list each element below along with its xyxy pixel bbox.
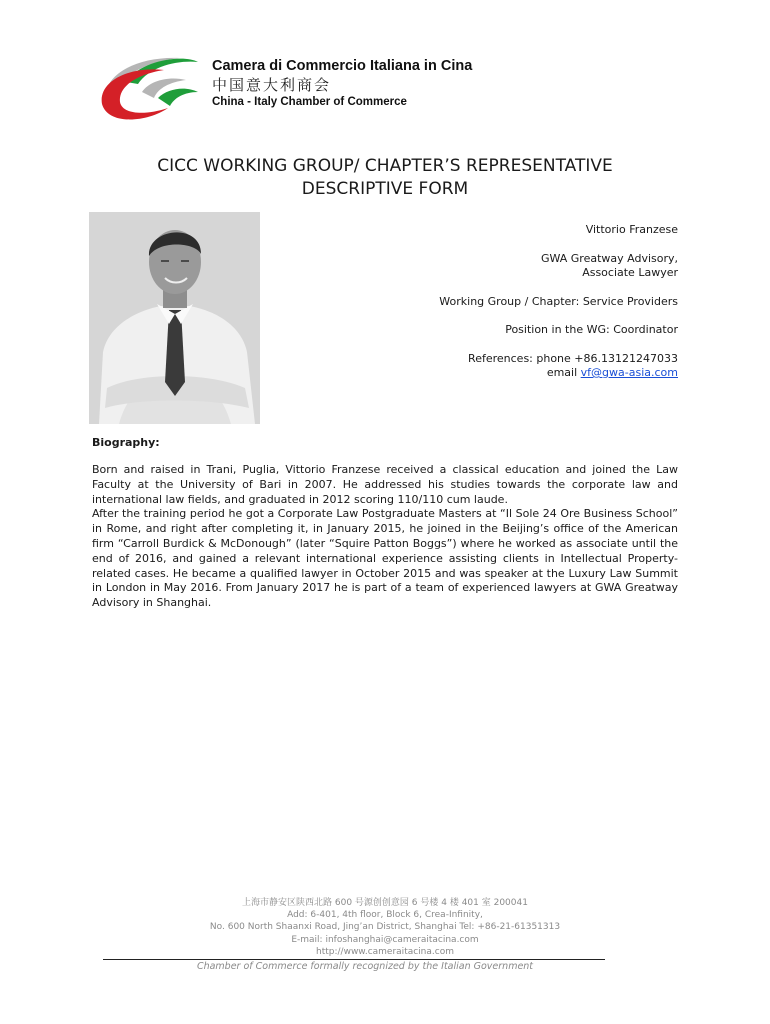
form-title-line1: CICC WORKING GROUP/ CHAPTER’S REPRESENTATIVE <box>157 156 613 176</box>
wg-position: Position in the WG: Coordinator <box>505 323 678 336</box>
footer-address-line2: No. 600 North Shaanxi Road, Jing’an District, Shanghai Tel: +86-21-61351313 <box>209 922 561 933</box>
representative-info <box>348 223 678 395</box>
representative-photo <box>89 212 260 424</box>
representative-company-block <box>348 252 678 281</box>
org-name-chinese: 中国意大利商会 <box>212 76 332 94</box>
org-name-english: China - Italy Chamber of Commerce <box>212 96 407 108</box>
references <box>348 352 678 381</box>
letterhead <box>98 52 558 124</box>
footer-address-chinese: 上海市静安区陕西北路 600 号源创创意园 6 号楼 4 楼 401 室 200041 <box>242 898 528 908</box>
footer-email: E-mail: infoshanghai@cameraitacina.com <box>291 934 479 945</box>
footer-website: http://www.cameraitacina.com <box>316 946 454 957</box>
org-name-italian: Camera di Commercio Italiana in Cina <box>212 58 473 74</box>
form-title-line2: DESCRIPTIVE FORM <box>301 179 469 199</box>
representative-name: Vittorio Franzese <box>585 223 678 236</box>
representative-company: GWA Greatway Advisory, <box>540 251 678 265</box>
biography-text <box>92 463 678 611</box>
representative-role: Associate Lawyer <box>582 266 678 279</box>
working-group: Working Group / Chapter: Service Providers <box>439 294 678 308</box>
footer-address-line1: Add: 6-401, 4th floor, Block 6, Crea-Infinity, <box>287 910 483 921</box>
biography-paragraph-2: After the training period he got a Corporate Law Postgraduate Masters at “Il Sole 24 Ore Business School” in Rome, and right after completing it, in January 2015, he joined in the Beijing’s office of the American firm “Carroll Burdick & McDonough” (later “Squire Patton Boggs”) where he worked as associate until the end of 2016, and gained a relevant international experience assisting clients in Intellectual Property-related cases. He became a qualified lawyer in October 2015 and was speaker at the Luxury Law Summit in London in May 2016. From January 2017 he is part of a team of experienced lawyers at GWA Greatway Advisory in Shanghai. <box>92 507 678 610</box>
footer-tagline: Chamber of Commerce formally recognized by the Italian Government <box>196 961 534 972</box>
phone-reference: References: phone +86.13121247033 <box>468 351 678 365</box>
footer-divider <box>103 959 605 960</box>
chamber-logo <box>98 52 202 124</box>
email-label: email <box>546 366 581 379</box>
email-link[interactable]: vf@gwa-asia.com <box>580 366 678 379</box>
biography-paragraph-1: Born and raised in Trani, Puglia, Vittorio Franzese received a classical education and joined the Law Faculty at the University of Bari in 2007. He addressed his studies towards the corporate law and international law fields, and graduated in 2012 scoring 110/110 cum laude. <box>92 463 678 506</box>
footer-address <box>0 897 770 958</box>
form-title <box>0 155 770 201</box>
biography-heading: Biography: <box>92 436 160 449</box>
